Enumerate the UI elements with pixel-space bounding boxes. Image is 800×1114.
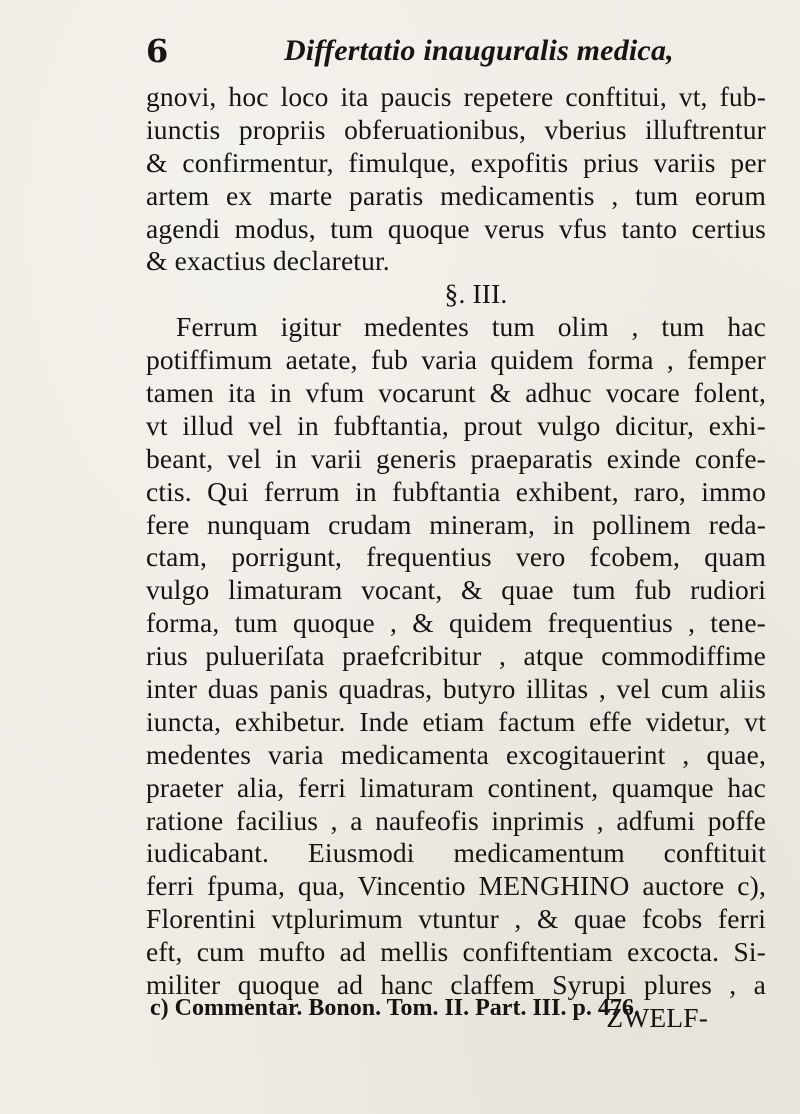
text-line: eft, cum mufto ad mellis confiftentiam excocta. Si-	[146, 936, 766, 968]
text-line: gnovi, hoc loco ita paucis repetere conftitui, vt, fub-	[146, 81, 766, 112]
text-line: praeter alia, ferri limaturam continent, quamque hac	[146, 771, 766, 803]
text-line: artem ex marte paratis medicamentis , tum eorum	[146, 179, 766, 211]
text-line: potiffimum aetate, fub varia quidem forma , femper	[146, 344, 766, 376]
text-line: & confirmentur, fimulque, expofitis prius variis per	[146, 146, 766, 178]
page-header	[146, 28, 706, 78]
text-line: ctam, porrigunt, frequentius vero fcobem, quam	[146, 541, 766, 573]
text-line: vulgo limaturam vocant, & quae tum fub rudiori	[146, 574, 766, 606]
text-line: ratione facilius , a naufeofis inprimis , adfumi poffe	[146, 804, 766, 836]
text-line: fere nunquam crudam mineram, in pollinem reda-	[146, 508, 766, 540]
text-line: tamen ita in vfum vocarunt & adhuc vocare folent,	[146, 377, 766, 409]
text-line: inter duas panis quadras, butyro illitas , vel cum aliis	[146, 673, 766, 705]
section-heading: §. III.	[444, 278, 508, 310]
text-line: Florentini vtplurimum vtuntur , & quae fcobs ferri	[146, 903, 766, 935]
text-line: ferri fpuma, qua, Vincentio MENGHINO auctore c),	[146, 870, 766, 902]
text-line: rius pulueriſata praefcribitur , atque commodiffime	[146, 640, 766, 672]
text-line: iuncta, exhibetur. Inde etiam factum effe videtur, vt	[146, 705, 766, 737]
footnote: c) Commentar. Bonon. Tom. II. Part. III. p. 476.	[150, 995, 640, 1021]
page-number: 6	[146, 32, 169, 70]
running-title: Differtatio inauguralis medica,	[284, 34, 674, 67]
body-text	[146, 81, 766, 1035]
text-line: ctis. Qui ferrum in fubftantia exhibent, raro, immo	[146, 475, 766, 507]
text-line: iudicabant. Eiusmodi medicamentum conftituit	[146, 837, 766, 869]
text-line: beant, vel in varii generis praeparatis exinde confe-	[146, 442, 766, 474]
text-line: militer quoque ad hanc claffem Syrupi plures , a	[146, 969, 766, 1001]
text-line: medentes varia medicamenta excogitauerint , quae,	[146, 738, 766, 770]
text-line: agendi modus, tum quoque verus vfus tanto certius	[146, 212, 766, 244]
text-line: vt illud vel in fubftantia, prout vulgo dicitur, exhi-	[146, 409, 766, 441]
catchword: ZWELF-	[606, 1001, 708, 1033]
text-line: & exactius declaretur.	[146, 245, 390, 277]
text-line: forma, tum quoque , & quidem frequentius , tene-	[146, 607, 766, 639]
text-line: iunctis propriis obferuationibus, vberius illuftrentur	[146, 113, 766, 145]
text-line: Ferrum igitur medentes tum olim , tum hac	[176, 311, 766, 343]
